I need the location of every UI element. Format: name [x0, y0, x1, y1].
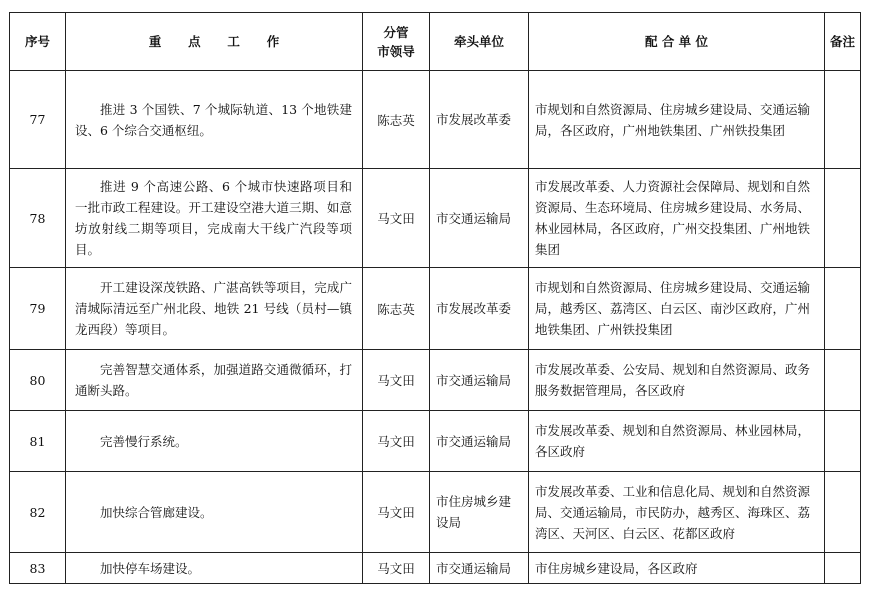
- coop-units: 市住房城乡建设局，各区政府: [529, 553, 825, 584]
- row-number: 81: [10, 411, 66, 472]
- table-row: [10, 472, 861, 553]
- key-tasks-table: [9, 12, 861, 584]
- note-cell: [825, 472, 861, 553]
- header-lead-unit: 牵头单位: [430, 13, 529, 71]
- header-coop-units: 配 合 单 位: [529, 13, 825, 71]
- work-item: 完善慢行系统。: [66, 411, 363, 472]
- leader-name: 马文田: [363, 553, 430, 584]
- leader-name: 陈志英: [363, 268, 430, 350]
- leader-name: 马文田: [363, 350, 430, 411]
- row-number: 82: [10, 472, 66, 553]
- coop-units: 市发展改革委、工业和信息化局、规划和自然资源局、交通运输局，市民防办，越秀区、海珠区、荔湾区、天河区、白云区、花都区政府: [529, 472, 825, 553]
- header-row: [10, 13, 861, 71]
- work-item: 完善智慧交通体系，加强道路交通微循环，打通断头路。: [66, 350, 363, 411]
- row-number: 78: [10, 169, 66, 268]
- coop-units: 市规划和自然资源局、住房城乡建设局、交通运输局，各区政府，广州地铁集团、广州铁投集团: [529, 71, 825, 169]
- lead-unit: 市交通运输局: [430, 169, 529, 268]
- coop-units: 市发展改革委、公安局、规划和自然资源局、政务服务数据管理局，各区政府: [529, 350, 825, 411]
- table-row: [10, 411, 861, 472]
- row-number: 80: [10, 350, 66, 411]
- lead-unit: 市交通运输局: [430, 553, 529, 584]
- note-cell: [825, 268, 861, 350]
- work-item: 推进 9 个高速公路、6 个城市快速路项目和一批市政工程建设。开工建设空港大道三期、如意坊放射线二期等项目，完成南大干线广汽段等项目。: [66, 169, 363, 268]
- lead-unit: 市发展改革委: [430, 268, 529, 350]
- header-note: 备注: [825, 13, 861, 71]
- header-no: 序号: [10, 13, 66, 71]
- leader-name: 马文田: [363, 472, 430, 553]
- header-leader: 分管 市领导: [363, 13, 430, 71]
- table-row: [10, 169, 861, 268]
- table-row: [10, 553, 861, 584]
- header-work: 重 点 工 作: [66, 13, 363, 71]
- table-row: [10, 350, 861, 411]
- work-item: 加快停车场建设。: [66, 553, 363, 584]
- row-number: 77: [10, 71, 66, 169]
- row-number: 83: [10, 553, 66, 584]
- leader-name: 马文田: [363, 169, 430, 268]
- note-cell: [825, 411, 861, 472]
- lead-unit: 市发展改革委: [430, 71, 529, 169]
- row-number: 79: [10, 268, 66, 350]
- note-cell: [825, 71, 861, 169]
- coop-units: 市发展改革委、人力资源社会保障局、规划和自然资源局、生态环境局、住房城乡建设局、水务局、林业园林局，各区政府，广州交投集团、广州地铁集团: [529, 169, 825, 268]
- coop-units: 市规划和自然资源局、住房城乡建设局、交通运输局，越秀区、荔湾区、白云区、南沙区政府，广州地铁集团、广州铁投集团: [529, 268, 825, 350]
- leader-name: 马文田: [363, 411, 430, 472]
- note-cell: [825, 350, 861, 411]
- table-row: [10, 71, 861, 169]
- lead-unit: 市住房城乡建设局: [430, 472, 529, 553]
- work-item: 开工建设深茂铁路、广湛高铁等项目，完成广清城际清远至广州北段、地铁 21 号线（员村—镇龙西段）等项目。: [66, 268, 363, 350]
- coop-units: 市发展改革委、规划和自然资源局、林业园林局，各区政府: [529, 411, 825, 472]
- note-cell: [825, 553, 861, 584]
- leader-name: 陈志英: [363, 71, 430, 169]
- work-item: 加快综合管廊建设。: [66, 472, 363, 553]
- work-item: 推进 3 个国铁、7 个城际轨道、13 个地铁建设、6 个综合交通枢纽。: [66, 71, 363, 169]
- lead-unit: 市交通运输局: [430, 350, 529, 411]
- table-row: [10, 268, 861, 350]
- lead-unit: 市交通运输局: [430, 411, 529, 472]
- note-cell: [825, 169, 861, 268]
